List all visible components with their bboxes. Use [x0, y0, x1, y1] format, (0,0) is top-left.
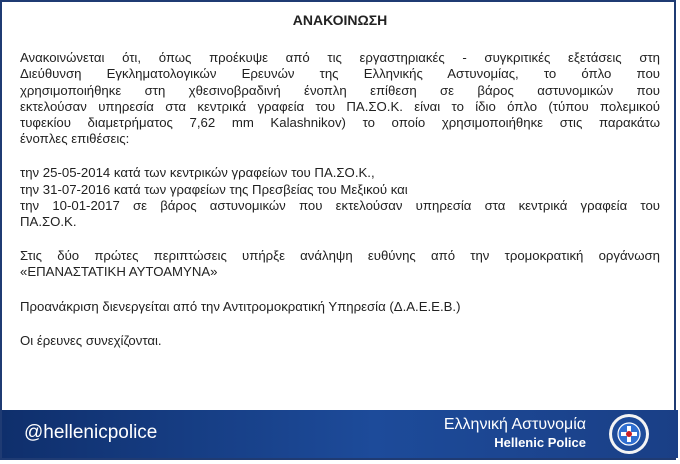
- paragraph-responsibility: [20, 248, 660, 280]
- announcement-body: [20, 8, 660, 349]
- text-line: «ΕΠΑΝΑΣΤΑΤΙΚΗ ΑΥΤΟΑΜΥΝΑ»: [20, 264, 218, 280]
- attack-item: την 10-01-2017 σε βάρος αστυνομικών που εκτελούσαν υπηρεσία στα κεντρικά γραφεία του: [20, 197, 660, 213]
- text-line: τυφεκίου διαμετρήματος 7,62 mm Kalashnikov) το οποίο χρησιμοποιήθηκε στις παρακάτω: [20, 115, 660, 131]
- text-line: εκτελούσαν υπηρεσία στα κεντρικά γραφεία του ΠΑ.ΣΟ.Κ. είναι το ίδιο όπλο (τύπου πολεμικού: [20, 98, 660, 114]
- paragraph-findings: [20, 50, 660, 147]
- paragraph-investigation: Προανάκριση διενεργείται από την Αντιτρομοκρατική Υπηρεσία (Δ.Α.Ε.Ε.Β.): [20, 298, 461, 314]
- attacks-list: [20, 165, 660, 230]
- text-line: Διεύθυνση Εγκληματολογικών Ερευνών της Ελληνικής Αστυνομίας, το όπλο που: [20, 66, 660, 82]
- attack-item: ΠΑ.ΣΟ.Κ.: [20, 214, 77, 230]
- brand-greek: Ελληνική Αστυνομία: [443, 416, 586, 433]
- social-handle: @hellenicpolice: [24, 422, 158, 443]
- footer-bar: [2, 410, 678, 458]
- text-line: χρησιμοποιήθηκε στη χθεσινοβραδινή ένοπλη επίθεση σε βάρος αστυνομικών που: [20, 82, 660, 98]
- brand-block: [444, 415, 586, 451]
- attack-item: την 31-07-2016 κατά των γραφείων της Πρεσβείας του Μεξικού και: [20, 181, 408, 197]
- paragraph-closing: Οι έρευνες συνεχίζονται.: [20, 332, 162, 348]
- police-emblem-icon: [608, 413, 650, 455]
- brand-english: Hellenic Police: [494, 435, 586, 450]
- text-line: Ανακοινώνεται ότι, όπως προέκυψε από τις εργαστηριακές - συγκριτικές εξετάσεις στη: [20, 50, 660, 66]
- text-line: ένοπλες επιθέσεις:: [20, 131, 130, 147]
- attack-item: την 25-05-2014 κατά των κεντρικών γραφείων του ΠΑ.ΣΟ.Κ.,: [20, 165, 375, 181]
- text-line: Στις δύο πρώτες περιπτώσεις υπήρξε ανάληψη ευθύνης από την τρομοκρατική οργάνωση: [20, 248, 660, 264]
- announcement-title: ΑΝΑΚΟΙΝΩΣΗ: [292, 12, 388, 28]
